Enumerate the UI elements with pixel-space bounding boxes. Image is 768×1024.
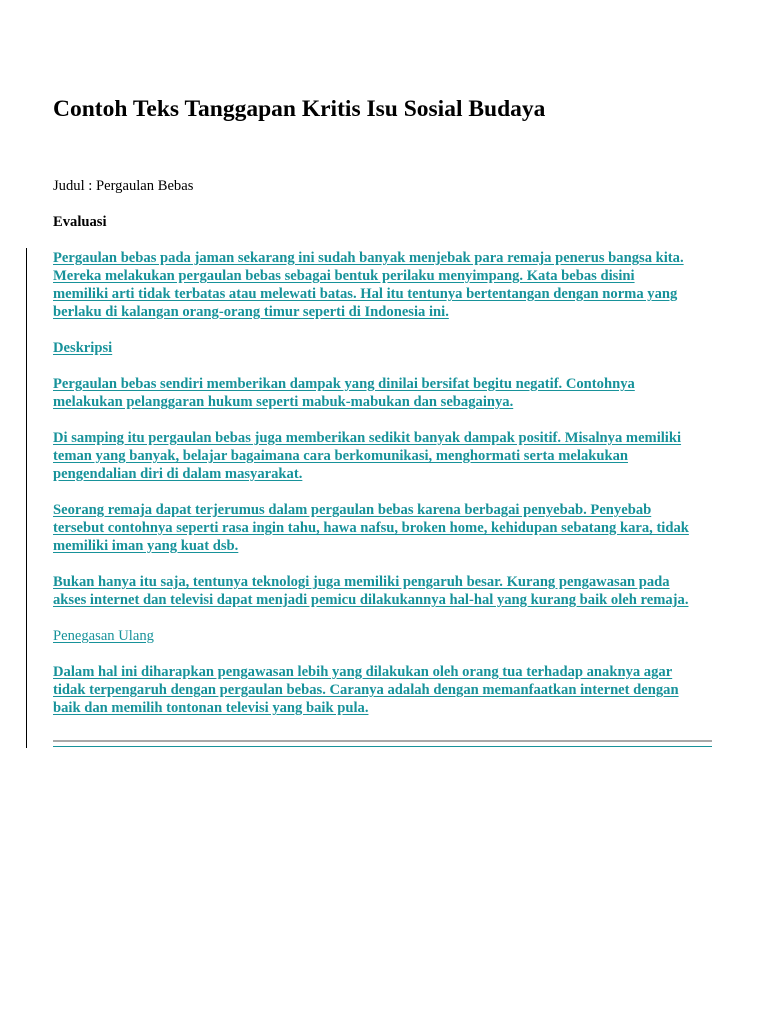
- link-text[interactable]: Seorang remaja dapat terjerumus dalam pergaulan bebas karena berbagai penyebab. Penyebab: [53, 502, 652, 518]
- link-text[interactable]: berlaku di kalangan orang-orang timur seperti di Indonesia ini.: [53, 304, 449, 320]
- link-text[interactable]: memiliki iman yang kuat dsb.: [53, 538, 239, 554]
- link-line[interactable]: [53, 447, 713, 465]
- link-text[interactable]: teman yang banyak, belajar bagaimana cara berkomunikasi, menghormati serta melakukan: [53, 448, 628, 464]
- link-text[interactable]: Dalam hal ini diharapkan pengawasan lebih yang dilakukan oleh orang tua terhadap anaknya agar: [53, 664, 673, 680]
- linked-content: [53, 249, 713, 735]
- link-line[interactable]: [53, 465, 713, 483]
- link-text[interactable]: baik dan memilih tontonan televisi yang baik pula.: [53, 700, 369, 716]
- paragraph-evaluation[interactable]: [53, 249, 713, 321]
- link-line[interactable]: [53, 591, 713, 609]
- link-line[interactable]: [53, 663, 713, 681]
- link-line[interactable]: [53, 699, 713, 717]
- heading-deskripsi[interactable]: [53, 339, 713, 357]
- quote-bar: [26, 248, 27, 748]
- link-line[interactable]: [53, 519, 713, 537]
- paragraph-causes[interactable]: [53, 501, 713, 555]
- link-text[interactable]: Di samping itu pergaulan bebas juga memberikan sedikit banyak dampak positif. Misalnya memiliki: [53, 430, 682, 446]
- link-line[interactable]: [53, 627, 713, 645]
- link-text[interactable]: Deskripsi: [53, 340, 113, 356]
- link-line[interactable]: [53, 573, 713, 591]
- link-line[interactable]: [53, 501, 713, 519]
- link-line[interactable]: [53, 303, 713, 321]
- evaluation-heading: Evaluasi: [53, 214, 107, 230]
- link-text[interactable]: pengendalian diri di dalam masyarakat.: [53, 466, 303, 482]
- link-line[interactable]: [53, 393, 713, 411]
- link-line[interactable]: [53, 249, 713, 267]
- link-text[interactable]: Mereka melakukan pergaulan bebas sebagai bentuk perilaku menyimpang. Kata bebas disini: [53, 268, 635, 284]
- divider-grey: [53, 740, 712, 742]
- link-line[interactable]: [53, 375, 713, 393]
- paragraph-technology[interactable]: [53, 573, 713, 609]
- paragraph-positive-impact[interactable]: [53, 429, 713, 483]
- link-line[interactable]: [53, 429, 713, 447]
- link-line[interactable]: [53, 681, 713, 699]
- link-line[interactable]: [53, 285, 713, 303]
- link-text[interactable]: Bukan hanya itu saja, tentunya teknologi juga memiliki pengaruh besar. Kurang pengawasan pada: [53, 574, 670, 590]
- page-title: Contoh Teks Tanggapan Kritis Isu Sosial Budaya: [53, 96, 546, 122]
- heading-penegasan-ulang[interactable]: [53, 627, 713, 645]
- paragraph-negative-impact[interactable]: [53, 375, 713, 411]
- link-text[interactable]: Penegasan Ulang: [53, 628, 154, 644]
- link-text[interactable]: tidak terpengaruh dengan pergaulan bebas. Caranya adalah dengan memanfaatkan internet dengan: [53, 682, 679, 698]
- divider-teal: [53, 746, 712, 747]
- link-text[interactable]: melakukan pelanggaran hukum seperti mabuk-mabukan dan sebagainya.: [53, 394, 514, 410]
- link-line[interactable]: [53, 339, 713, 357]
- link-text[interactable]: memiliki arti tidak terbatas atau melewati batas. Hal itu tentunya bertentangan dengan norma yang: [53, 286, 678, 302]
- link-line[interactable]: [53, 267, 713, 285]
- link-text[interactable]: akses internet dan televisi dapat menjadi pemicu dilakukannya hal-hal yang kurang baik oleh remaja.: [53, 592, 689, 608]
- paragraph-conclusion[interactable]: [53, 663, 713, 717]
- link-text[interactable]: Pergaulan bebas pada jaman sekarang ini sudah banyak menjebak para remaja penerus bangsa kita.: [53, 250, 684, 266]
- link-line[interactable]: [53, 537, 713, 555]
- subject-line: Judul : Pergaulan Bebas: [53, 178, 194, 194]
- link-text[interactable]: tersebut contohnya seperti rasa ingin tahu, hawa nafsu, broken home, kehidupan sebatang kara, tidak: [53, 520, 689, 536]
- link-text[interactable]: Pergaulan bebas sendiri memberikan dampak yang dinilai bersifat begitu negatif. Contohnya: [53, 376, 635, 392]
